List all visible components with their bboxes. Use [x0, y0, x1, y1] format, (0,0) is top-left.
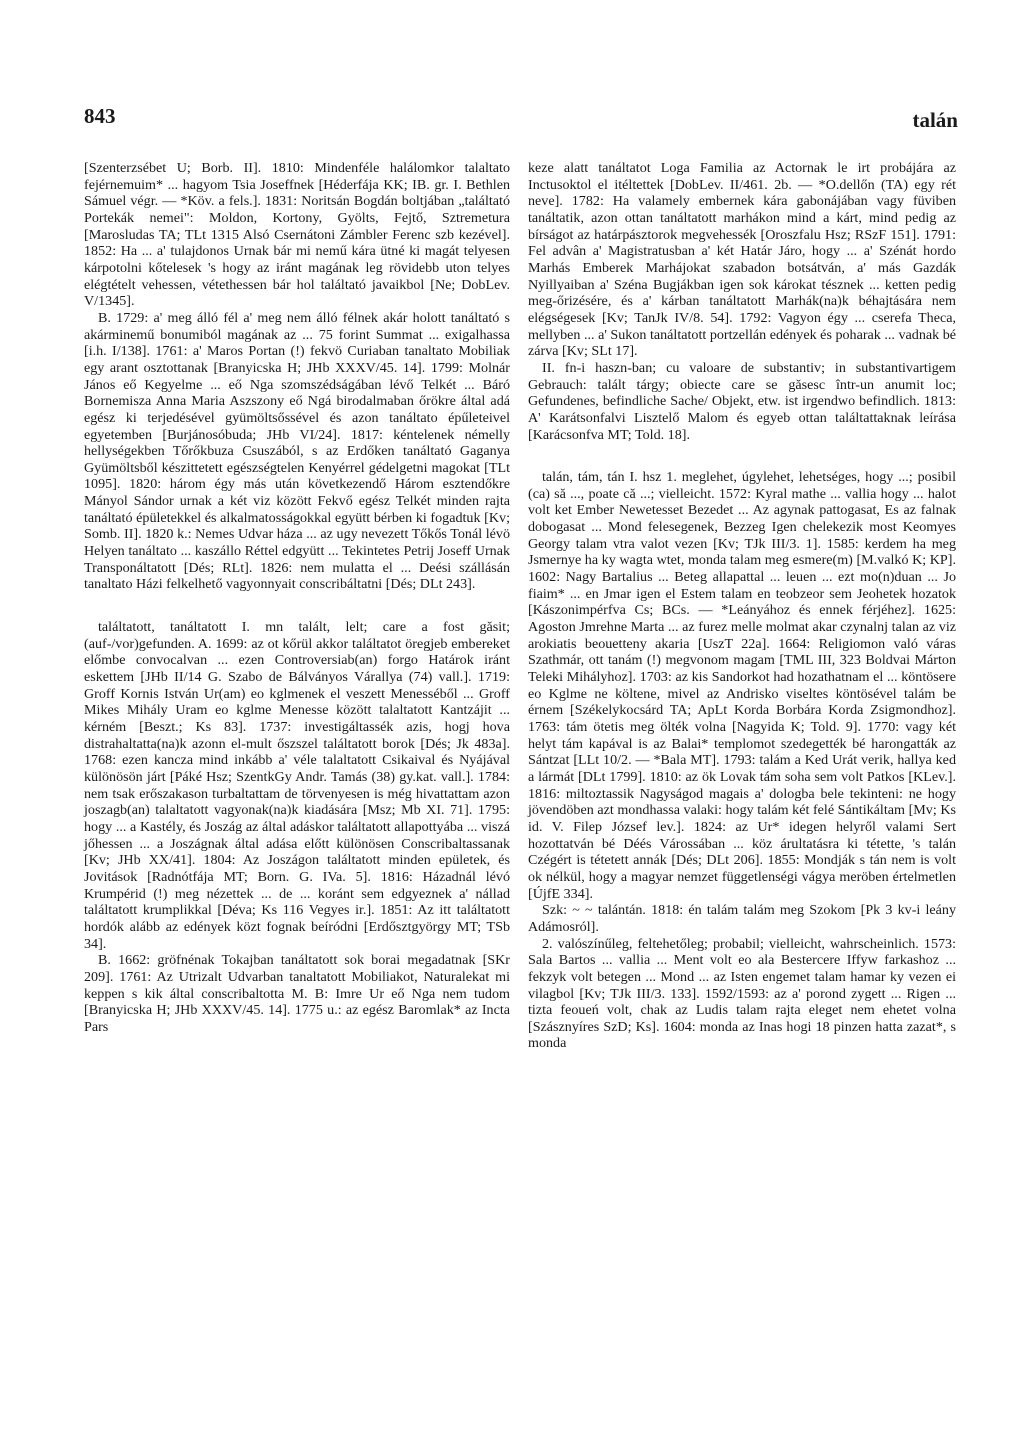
right-paragraph-szk: Szk: ~ ~ talántán. 1818: én talám talám meg Szokom [Pk 3 kv-i leány Adámosról].: [528, 902, 956, 935]
left-paragraph-4: B. 1662: gröfnénak Tokajban tanáltatott sok borai megadatnak [SKr 209]. 1761: Az Utrizalt Udvarban tanaltatott Mobiliakot, Naturalekat mi keppen s kik által conscribaltotta M. B: Imre Ur eő Nga nem tudom [Branyicska H; JHb XXXV/45. 14]. 1775 u.: az egész Baromlak* az Incta Pars: [84, 952, 510, 1035]
right-paragraph-1: keze alatt tanáltatot Loga Familia az Actornak le irt probájára az Inctusoktol el itéltettek [DobLev. II/461. 2b. — *O.dellőn (TA) egy rét neve]. 1782: Ha valamely embernek kára gabonájában vagy füviben tanáltatik, azon ottan tanáltatott marhákon mind a kárt, mind pedig az bírságot az határpásztorok megvehessék [Oroszfalu Hsz; RSzF 151]. 1791: Fel advân a' Magistratusban a' két Határ Járo, hogy ... a' Szénát hordo Marhás Emberek Marhájokat szabadon botsátván, a' más Gazdák Nyillyaiban a' Széna Bugjákban igen sok károkat tésznek ... ketten pedig meg-őrizésére, és a' kárban tanáltatott Marhák(na)k béhajtására nem elégségesek [Kv; TanJk IV/8. 54]. 1792: Vagyon égy ... cserefa Theca, mellyben ... a' Sukon tanáltatott portzellán edények és poharak ... vadnak bé zárva [Kv; SLt 17].: [528, 160, 956, 360]
running-head: talán: [912, 108, 958, 132]
entry-talaltatott: találtatott, tanáltatott I. mn talált, lelt; care a fost găsit; (auf-/vor)gefunden. A. 1699: az ot kőrül akkor találtatot öregjeb embereket előmbe convocalvan ... ezen Controversiab(an) forgo Határok iránt eskettem [JHb II/14 G. Szabo de Bálványos Várallya (74) vall.]. 1719: Groff Kornis István Ur(am) eo kglmenek el veszett Menesséből ... Groff Mikes Mihály Uram eo kglme Menesse között talaltatott Kantzájit ... kérném [Beszt.; Ks 83]. 1737: investigáltassék azis, hogj hova distrahaltatta(na)k azonn el-mult őszszel találtatott borok [Dés; Jk 483a]. 1768: ezen kancza mind inkább a' véle talaltatott Csikaival és Nyájával különösön járt [Páké Hsz; SzentkGy Andr. Tamás (38) gy.kat. vall.]. 1784: nem tsak erőszakason turbaltattam de törvenyesen is még hivattattam azon joszagb(an) talaltatott vagyonak(na)k kiadására [Msz; Mb XI. 71]. 1795: hogy ... a Kastély, és Joszág az által adáskor találtatott allapottyába ... viszá jőhessen ... a Joszágnak által adása előtt különösen Conscribaltassanak [Kv; JHb XX/41]. 1804: Az Joszágon találtatott minden epületek, és Jovitások [Radnótfája MT; Born. G. IVa. 5]. 1816: Házadnál lévó Krumpérid (!) meg nézettek ... de ... koránt sem edgyeznek a' nállad találtatott krumplikkal [Déva; Ks 116 Vegyes ir.]. 1851: Az itt találtatott hordók alább az edények közt fognak beíródni [Erdősztgyörgy MT; TSb 34].: [84, 619, 510, 952]
left-paragraph-1: [Szenterzsébet U; Borb. II]. 1810: Mindenféle halálomkor talaltato fejérnemuim* ... hagyom Tsia Joseffnek [Héderfája KK; IB. gr. I. Bethlen Sámuel végr. — *Köv. a fels.]. 1831: Noritsán Bogdán boltjában „találtató Portekák nemei": Moldon, Kortony, Gyölts, Fejtő, Sztremetura [Marosludas TA; TLt 1315 Alsó Csernátoni Zámbler Ferenc szb kezével]. 1852: Ha ... a' tulajdonos Urnak bár mi nemű kára ütné ki magát telyesen kárpotolni kőtelesek 's hogy az iránt magának leg rövidebb uton telyes elégtételt vehessen, vétethessen bár hol találtató javaikbol [Ne; DobLev. V/1345].: [84, 160, 510, 310]
right-paragraph-sense-2: 2. valószínűleg, feltehetőleg; probabil; vielleicht, wahrscheinlich. 1573: Sala Bartos ... vallia ... Ment volt eo ala Bestercere Iffyw farkashoz ... fekzyk volt betegen ... Mond ... az Isten engemet talam hamar ky vezen ei vilagbol [Kv; TJk III/3. 133]. 1592/1593: az a' porond zygett ... Rigen ... tizta feoueń volt, chak az Ludis talam rajta eleget nem ehetet volna [Szásznyíres SzD; Ks]. 1604: monda az Inas hogi 18 pinzen hatta zazat*, s monda: [528, 935, 956, 1052]
page-number: 843: [84, 104, 116, 128]
left-column: [84, 160, 510, 1035]
right-column: [528, 160, 956, 1052]
right-paragraph-2: II. fn-i haszn-ban; cu valoare de substantiv; in substantivartigem Gebrauch: talált tárgy; obiecte care se găsesc într-un anumit loc; Gefundenes, befindliche Sache/ Objekt, etw. ist irgendwo befindlich. 1813: A' Karátsonfalvi Lisztelő Malom és egyeb ottan találtattaknak leírása [Karácsonfva MT; Told. 18].: [528, 359, 956, 443]
left-paragraph-2: B. 1729: a' meg álló fél a' meg nem álló félnek akár holott tanáltató s akárminemű bonumiból magának az ... 75 forint Summat ... exigalhassa [i.h. I/138]. 1761: a' Maros Portan (!) fekvö Curiaban tanaltato Mobiliak egy arant osztottanak [Branyicska H; JHb XXXV/45. 14]. 1799: Molnár János eő Kegyelme ... eő Nga szomszédságában lévő Telkét ... Báró Bornemisza Anna Maria Aszszony eő Ngá birodalmaban őrökre által adá egész ki terjedésével gyümöltsőssével és azon tanáltato épűleteivel egyetemben [Burjánosóbuda; JHb VI/24]. 1817: kéntelenek némelly hellységekben Tőrőkbuza Csuszából, s az Erdőken tanáltató Gaganya Gyümöltsből készittetett egészségtelen Kenyérrel gédelgetni magokat [TLt 1095]. 1820: három égy más után következendő Három esztendőkre Mányol Sándor urnak a két viz között Fekvő egész Telkét minden rajta tanáltató épületekkel és alkalmatosságokkal együtt bérben ki fogadtuk [Kv; Somb. II]. 1820 k.: Nemes Udvar háza ... az ugy nevezett Tőkős Tonál lévö Helyen tanáltato ... kaszállo Réttel edgyütt ... Tekintetes Petrij Joseff Urnak Transponáltatott [Dés; RLt]. 1826: nem mulatta el ... Deési szállásán tanaltato Házi felkelhető vagyonnyait conscribáltatni [Dés; DLt 243].: [84, 309, 510, 593]
entry-talan: talán, tám, tán I. hsz 1. meglehet, úgylehet, lehetséges, hogy ...; posibil (ca) să ..., poate că ...; vielleicht. 1572: Kyral mathe ... vallia hogy ... halot volt ket Ember Newetesset Bezedet ... Az agynak pattogasat, Es az falnak dobogasat ... Mond felesegenek, Bezzeg Igen chelekezik most Keomyes Georgy talam vtra valot vezen [Kv; TJk III/3. 1]. 1585: kerdem ha meg Jsmernye ha ky wagta wtet, monda talam meg esmere(m) [M.valkó K; KP]. 1602: Nagy Bartalius ... Beteg allapattal ... leuen ... ezt mo(n)duan ... Jo fiaim* ... en Jmar igen el Estem talam en teobzeor sem Jeohetek hozatok [Kászonimpérfva Cs; BCs. — *Leányához és ennek férjéhez]. 1625: Agoston Jmrehne Marta ... az furez melle molmat akar czynalnj talan az viz arokiatis beouetteny akaria [UszT 22a]. 1664: Religiomon való váras Szathmár, ott tanám (!) megvonom magam [TML III, 323 Boldvai Márton Teleki Mihályhoz]. 1703: az kis Sandorkot had hozathatnam el ... köntösere eo Kglme ne költene, mivel az Andrisko viseltes köntösével talám be érnem [Székelykocsárd TA; ApLt Korda Borbára Korda Zsigmondhoz]. 1763: tám ötetis meg ölték volna [Nagyida K; Told. 9]. 1770: vagy két helyt tám kapával is az Balai* templomot szedegették bé harongatták az Sántzat [LLt 10/2. — *Bala MT]. 1793: talám a Ked Urát verik, hallya ked a lármát [DLt 1799]. 1810: az ök Lovak tám soha sem volt Patkos [KLev.]. 1816: miltoztassik Nagyságod magais a' dologba bele tekinteni: ne hogy jövendöben azt mondhassa valaki: hogy talám két felé Sántikáltam [Mv; Ks id. V. Filep József lev.]. 1824: az Ur* idegen helyről valami Sert hozottatván bé Déés Várossában ... köz árultatásra ki tétette, 's talán Czégért is tétetett annák [Dés; DLt 206]. 1855: Mondják s tán nem is volt ok nélkül, hogy a magyar nemzet függetlenségi vágya meröben értelmetlen [ÚjfE 334].: [528, 469, 956, 902]
